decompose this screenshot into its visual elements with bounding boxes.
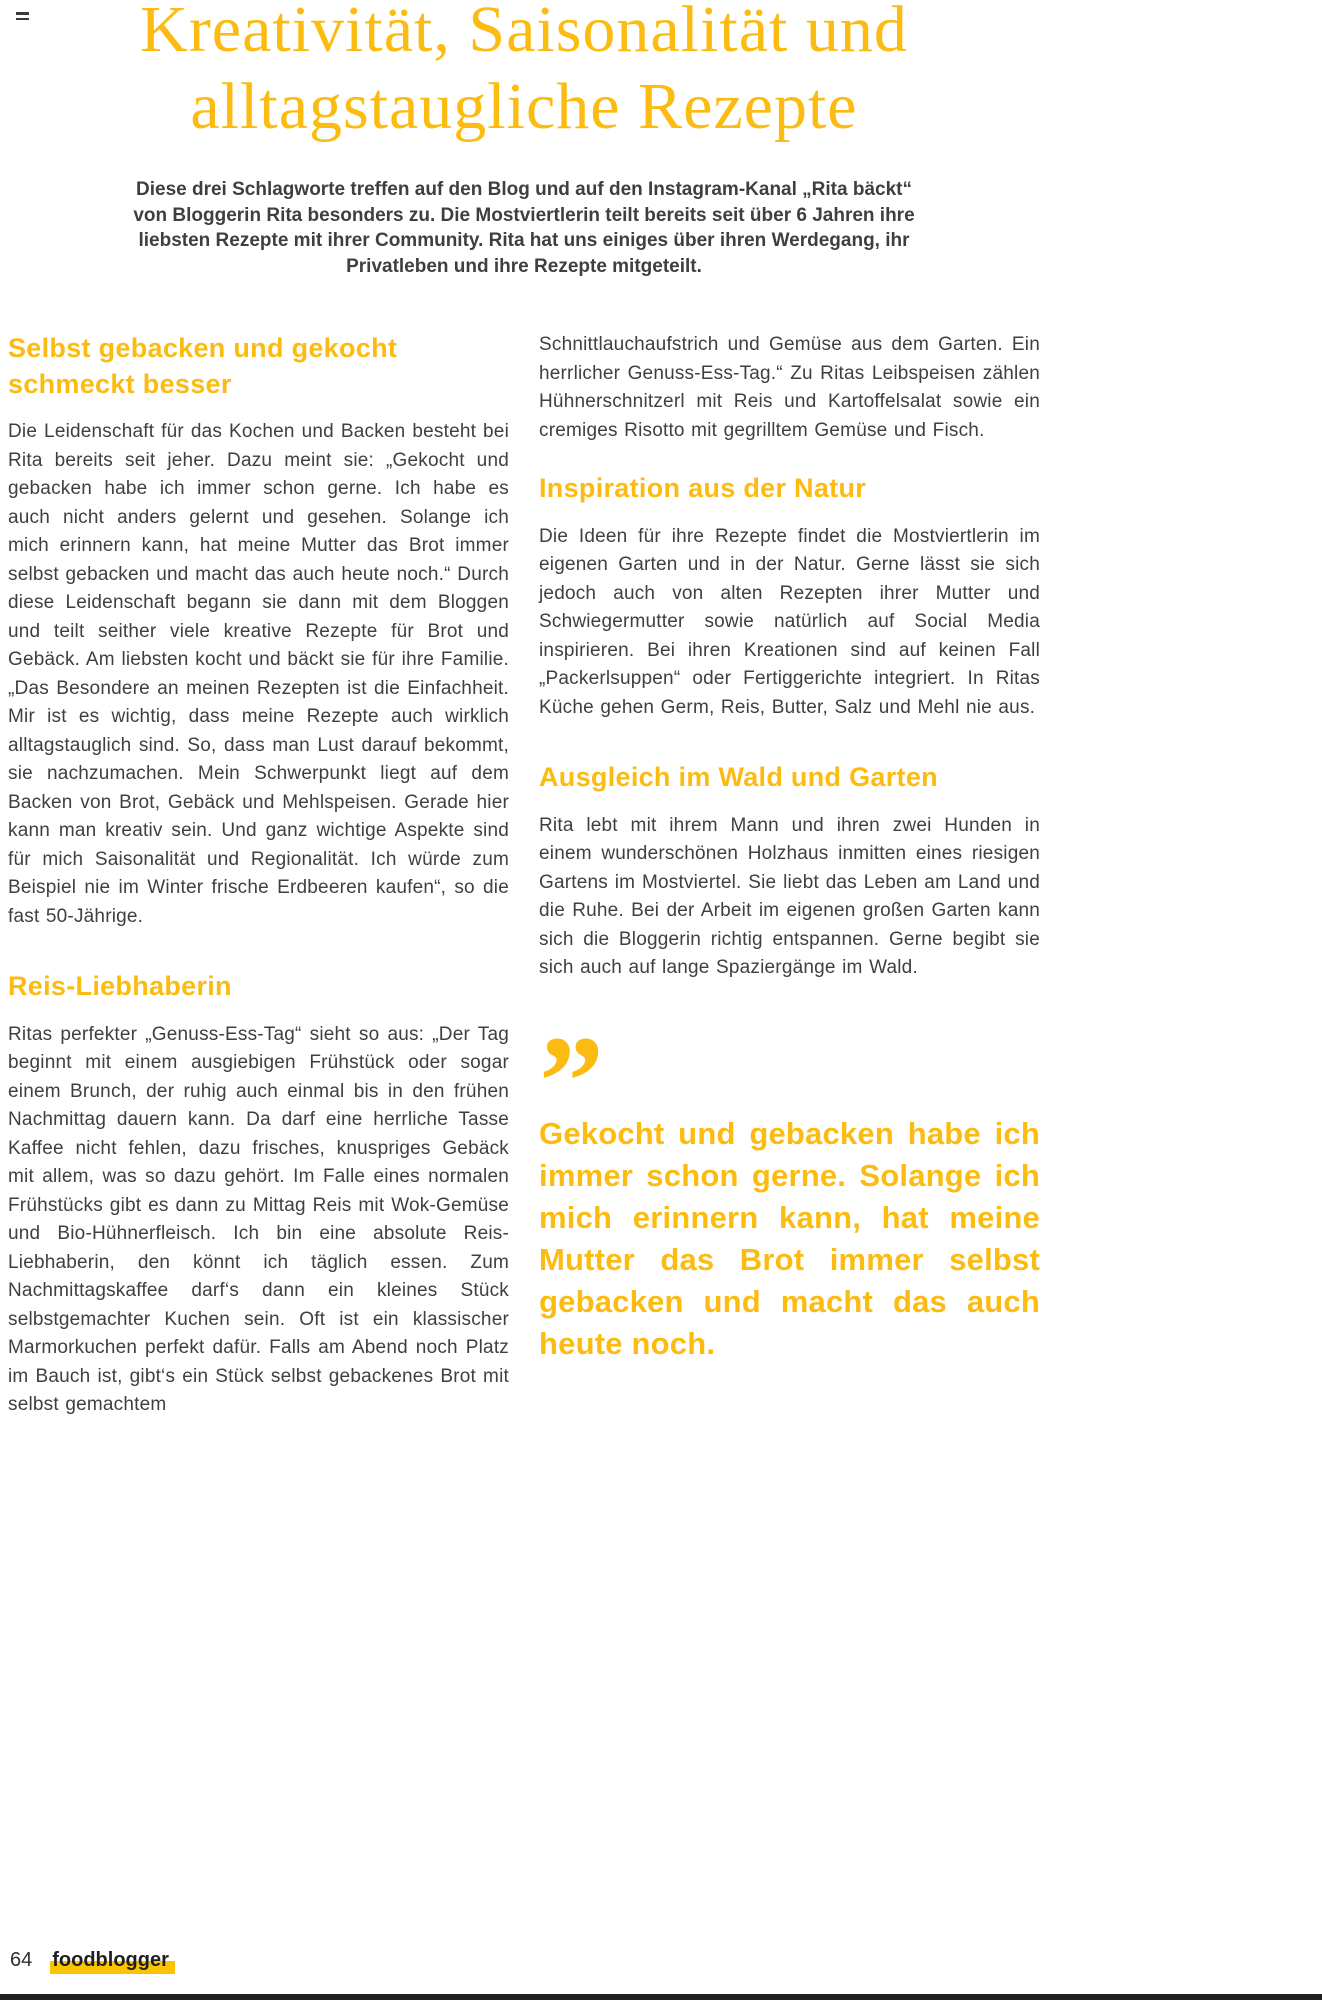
pull-quote-text: Gekocht und gebacken habe ich immer schon gerne. Solange ich mich erinnern kann, hat meine Mutter das Brot immer selbst gebacken und macht das auch heute noch.	[539, 1115, 1040, 1361]
right-column	[539, 331, 1040, 1420]
left-column	[8, 331, 509, 1420]
continuation-paragraph: Schnittlauchaufstrich und Gemüse aus dem Garten. Ein herrlicher Genuss-Ess-Tag.“ Zu Ritas Leibspeisen zählen Hühnerschnitzerl mit Reis und Kartoffelsalat sowie ein cremiges Risotto mit gegrilltem Gemüse und Fisch.	[539, 334, 1040, 441]
section-body-reis-liebhaberin: Ritas perfekter „Genuss-Ess-Tag“ sieht so aus: „Der Tag beginnt mit einem ausgiebigen Frühstück oder sogar einem Brunch, der ruhig auch einmal bis in den frühen Nachmittag dauern kann. Da darf eine herrliche Tasse Kaffee nicht fehlen, dazu frisches, knuspriges Gebäck mit allem, was so dazu gehört. Im Falle eines normalen Frühstücks gibt es dann zu Mittag Reis mit Wok-Gemüse und Bio-Hühnerfleisch. Ich bin eine absolute Reis-Liebhaberin, den könnt ich täglich essen. Zum Nachmittagskaffee darf‘s dann ein kleines Stück selbstgemachter Kuchen sein. Oft ist ein klassischer Marmorkuchen perfekt dafür. Falls am Abend noch Platz im Bauch ist, gibt‘s ein Stück selbst gebackenes Brot mit selbst gemachtem	[8, 1023, 509, 1416]
section-heading-inspiration: Inspiration aus der Natur	[539, 473, 867, 504]
section-body-ausgleich: Rita lebt mit ihrem Mann und ihren zwei Hunden in einem wunderschönen Holzhaus inmitten eines riesigen Gartens im Mostviertel. Sie liebt das Leben am Land und die Ruhe. Bei der Arbeit im eigenen großen Garten kann sich die Bloggerin richtig entspannen. Gerne begibt sie sich auch auf lange Spaziergänge im Wald.	[539, 814, 1040, 979]
section-body-selbst-gebacken: Die Leidenschaft für das Kochen und Backen besteht bei Rita bereits seit jeher. Dazu meint sie: „Gekocht und gebacken habe ich immer schon gerne. Ich habe es auch nicht anders gelernt und gesehen. Solange ich mich erinnern kann, hat meine Mutter das Brot immer selbst gebacken und macht das auch heute noch.“ Durch diese Leidenschaft begann sie dann mit dem Bloggen und teilt seither viele kreative Rezepte für Brot und Gebäck. Am liebsten kocht und bäckt sie für ihre Familie. „Das Besondere an meinen Rezepten ist die Einfachheit. Mir ist es wichtig, dass meine Rezepte auch wirklich alltagstauglich sind. So, dass man Lust darauf bekommt, sie nachzumachen. Mein Schwerpunkt liegt auf dem Backen von Brot, Gebäck und Mehlspeisen. Gerade hier kann man kreativ sein. Und ganz wichtige Aspekte sind für mich Saisonalität und Regionalität. Ich würde zum Beispiel nie im Winter frische Erdbeeren kaufen“, so die fast 50-Jährige.	[8, 421, 509, 927]
section-body-inspiration: Die Ideen für ihre Rezepte findet die Mostviertlerin im eigenen Garten und in der Natur. Gerne lässt sie sich jedoch auch von alten Rezepten ihrer Mutter und Schwiegermutter sowie natürlich auf Social Media inspirieren. Bei ihren Kreationen sind auf keinen Fall „Packerlsuppen“ oder Fertiggerichte integriert. In Ritas Küche gehen Germ, Reis, Butter, Salz und Mehl nie aus.	[539, 525, 1040, 718]
article-columns	[8, 331, 1040, 1420]
page-number: 64	[10, 1949, 33, 1971]
page-footer	[10, 1949, 175, 1974]
section-heading-reis-liebhaberin: Reis-Liebhaberin	[8, 971, 232, 1002]
article-content	[8, 0, 1040, 1420]
article-intro: Diese drei Schlagworte treffen auf den Blog und auf den Instagram-Kanal „Rita bäckt“ von Bloggerin Rita besonders zu. Die Mostviertlerin teilt bereits seit über 6 Jahren ihre liebsten Rezepte mit ihrer Community. Rita hat uns einiges über ihren Werdegang, ihr Privatleben und ihre Rezepte mitgeteilt.	[133, 179, 915, 277]
pull-quote	[539, 1009, 1040, 1365]
section-heading-ausgleich: Ausgleich im Wald und Garten	[539, 762, 938, 793]
magazine-name: foodblogger	[50, 1949, 175, 1974]
section-heading-selbst-gebacken: Selbst gebacken und gekocht schmeckt besser	[8, 333, 398, 399]
page-bottom-edge	[0, 1994, 1322, 2000]
article-title: Kreativität, Saisonalität und alltagstaugliche Rezepte	[140, 0, 908, 143]
quote-marks-icon: ”	[539, 1009, 600, 1154]
